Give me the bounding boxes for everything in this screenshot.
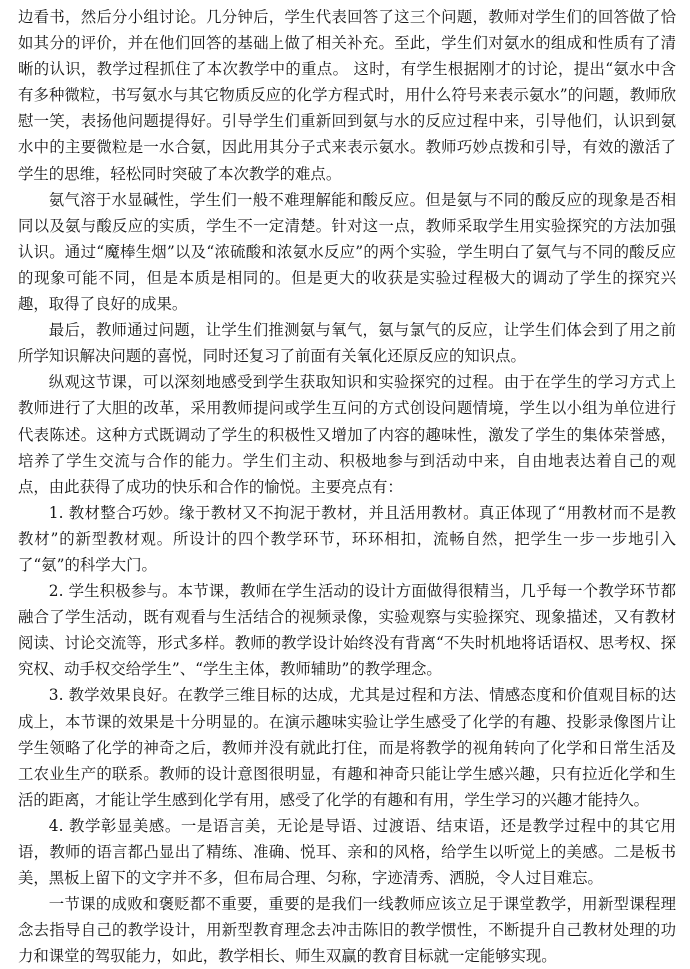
paragraph-overview: 纵观这节课，可以深刻地感受到学生获取知识和实验探究的过程。由于在学生的学习方式上教师进行了大胆的改革，采用教师提问或学生互问的方式创设问题情境，学生以小组为单位进行代表陈述。这种方式既调动了学生的积极性又增加了内容的趣味性，激发了学生的集体荣誉感，培养了学生交流与合作的能力。学生们主动、积极地参与到活动中来，自由地表达着自己的观点，由此获得了成功的快乐和合作的愉悦。主要亮点有： <box>18 373 676 496</box>
paragraph-conclusion: 一节课的成败和褒贬都不重要，重要的是我们一线教师应该立足于课堂教学，用新型课程理念去指导自己的教学设计，用新型教育理念去冲击陈旧的教学惯性，不断提升自己教材处理的功力和课堂的驾驭能力，如此，教学相长、师生双赢的教育目标就一定能够实现。 <box>18 895 676 966</box>
paragraph-continuation: 边看书，然后分小组讨论。几分钟后，学生代表回答了这三个问题，教师对学生们的回答做了恰如其分的评价，并在他们回答的基础上做了相关补充。至此，学生们对氨水的组成和性质有了清晰的认识，教学过程抓住了本次教学中的重点。 这时，有学生根据刚才的讨论，提出“氨水中含有多种微粒，书写氨水与其它物质反应的化学方程式时，用什么符号来表示氨水”的问题，教师欣慰一笑，表扬他问题提得好。引导学生们重新回到氨与水的反应过程中来，引导他们，认识到氨水中的主要微粒是一水合氨，因此用其分子式来表示氨水。教师巧妙点拨和引导，有效的激活了学生的思维，轻松同时突破了本次教学的难点。 <box>18 8 676 183</box>
highlight-item-4: 4. 教学彰显美感。一是语言美，无论是导语、过渡语、结束语，还是教学过程中的其它用语，教师的语言都凸显出了精练、准确、悦耳、亲和的风格，给学生以听觉上的美感。二是板书美，黑板上留下的文字并不多，但布局合理、匀称，字迹清秀、洒脱，令人过目难忘。 <box>18 816 676 888</box>
highlight-item-1: 1. 教材整合巧妙。缘于教材又不拘泥于教材，并且活用教材。真正体现了“用教材而不是教教材”的新型教材观。所设计的四个教学环节，环环相扣，流畅自然，把学生一步一步地引入了“氨”的科学大门。 <box>18 503 676 574</box>
highlight-item-3: 3. 教学效果良好。在教学三维目标的达成，尤其是过程和方法、情感态度和价值观目标的达成上，本节课的效果是十分明显的。在演示趣味实验让学生感受了化学的有趣、投影录像图片让学生领略了化学的神奇之后，教师并没有就此打住，而是将教学的视角转向了化学和日常生活及工农业生产的联系。教师的设计意图很明显，有趣和神奇只能让学生感兴趣，只有拉近化学和生活的距离，才能让学生感到化学有用，感受了化学的有趣和有用，学生学习的兴趣才能持久。 <box>18 686 676 809</box>
paragraph-ammonia-alkalinity: 氨气溶于水显碱性，学生们一般不难理解能和酸反应。但是氨与不同的酸反应的现象是否相同以及氨与酸反应的实质，学生不一定清楚。针对这一点，教师采取学生用实验探究的方法加强认识。通过“魔棒生烟”以及“浓硫酸和浓氨水反应”的两个实验，学生明白了氨气与不同的酸反应的现象可能不同，但是本质是相同的。但是更大的收获是实验过程极大的调动了学生的探究兴趣，取得了良好的成果。 <box>18 190 676 314</box>
highlight-item-2: 2. 学生积极参与。本节课，教师在学生活动的设计方面做得很精当，几乎每一个教学环节都融合了学生活动，既有观看与生活结合的视频录像，实验观察与实验探究、现象描述，又有教材阅读、讨论交流等，形式多样。教师的教学设计始终没有背离“不失时机地将话语权、思考权、探究权、动手权交给学生”、“学生主体，教师辅助”的教学理念。 <box>18 582 676 679</box>
paragraph-final-questions: 最后，教师通过问题，让学生们推测氨与氧气，氨与氯气的反应，让学生们体会到了用之前所学知识解决问题的喜悦，同时还复习了前面有关氧化还原反应的知识点。 <box>18 321 676 366</box>
